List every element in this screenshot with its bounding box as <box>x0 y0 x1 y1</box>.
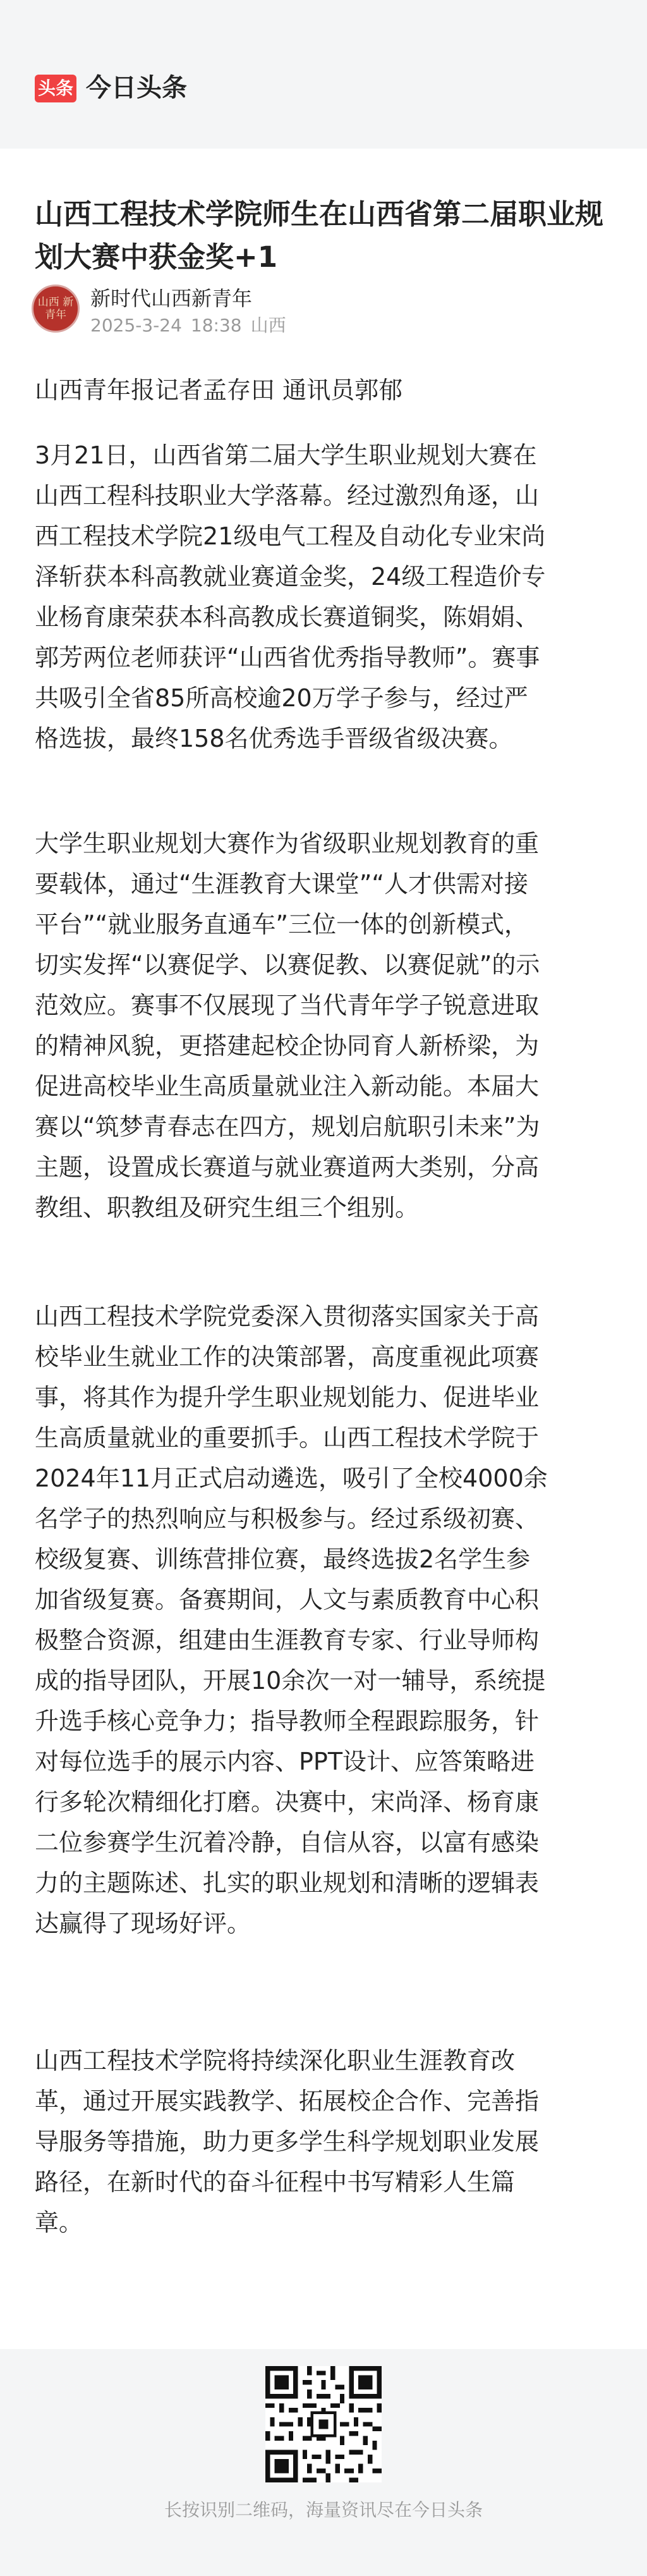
article-paragraph: 山西工程技术学院党委深入贯彻落实国家关于高 校毕业生就业工作的决策部署，高度重视此项赛 事，将其作为提升学生职业规划能力、促进毕业 生高质量就业的重要抓手。山西工程技术学院于 2024年11月正式启动遴选，吸引了全校4000余 名学子的热烈响应与积极参与。经过系级初赛、 校级复赛、训练营排位赛，最终选拔2名学生参 加省级复赛。备赛期间，人文与素质教育中心积 极整合资源，组建由生涯教育专家、行业导师构 成的指导团队，开展10余次一对一辅导，系统提 升选手核心竞争力；指导教师全程跟踪服务，针 对每位选手的展示内容、PPT设计、应答策略进 行多轮次精细化打磨。决赛中，宋尚泽、杨育康 二位参赛学生沉着冷静，自信从容，以富有感染 力的主题陈述、扎实的职业规划和清晰的逻辑表 达赢得了现场好评。 <box>35 1303 548 1937</box>
toutiao-logo-badge[interactable]: 头条 <box>35 75 76 102</box>
qr-code-note: 长按识别二维码，海量资讯尽在今日头条 <box>164 2499 483 2520</box>
article-byline: 山西青年报记者孟存田 通讯员郭郁 <box>35 376 403 404</box>
qr-code-icon[interactable] <box>265 2366 382 2482</box>
author-name[interactable]: 新时代山西新青年 <box>90 286 253 310</box>
article-paragraph: 大学生职业规划大赛作为省级职业规划教育的重 要载体，通过“生涯教育大课堂”“人才供需对接 平台”“就业服务直通车”三位一体的创新模式， 切实发挥“以赛促学、以赛促教、以赛促就”的示 范效应。赛事不仅展现了当代青年学子锐意进取 的精神风貌，更搭建起校企协同育人新桥梁，为 促进高校毕业生高质量就业注入新动能。本届大 赛以“筑梦青春志在四方，规划启航职引未来”为 主题，设置成长赛道与就业赛道两大类别，分高 教组、职教组及研究生组三个组别。 <box>35 830 540 1222</box>
article-paragraph: 3月21日，山西省第二届大学生职业规划大赛在 山西工程科技职业大学落幕。经过激烈角逐，山 西工程技术学院21级电气工程及自动化专业宋尚 泽斩获本科高教就业赛道金奖，24级工程造价专 业杨育康荣获本科高教成长赛道铜奖，陈娟娟、 郭芳两位老师获评“山西省优秀指导教师”。赛事 共吸引全省85所高校逾20万学子参与，经过严 格选拔，最终158名优秀选手晋级省级决赛。 <box>35 441 546 752</box>
publish-location: 山西 <box>250 315 286 336</box>
author-avatar[interactable]: 山西 新青年 <box>32 285 80 333</box>
article-paragraph: 山西工程技术学院将持续深化职业生涯教育改 革，通过开展实践教学、拓展校企合作、完善指 导服务等措施，助力更多学生科学规划职业发展 路径，在新时代的奋斗征程中书写精彩人生篇 章。 <box>35 2047 540 2236</box>
toutiao-logo-text[interactable]: 今日头条 <box>86 73 187 102</box>
publish-date: 2025-3-24 <box>90 315 182 336</box>
publish-time: 18:38 <box>190 315 242 336</box>
article-title: 山西工程技术学院师生在山西省第二届职业规划大赛中获金奖+1 <box>35 197 604 274</box>
article-meta <box>90 314 295 337</box>
app-header <box>0 0 647 149</box>
